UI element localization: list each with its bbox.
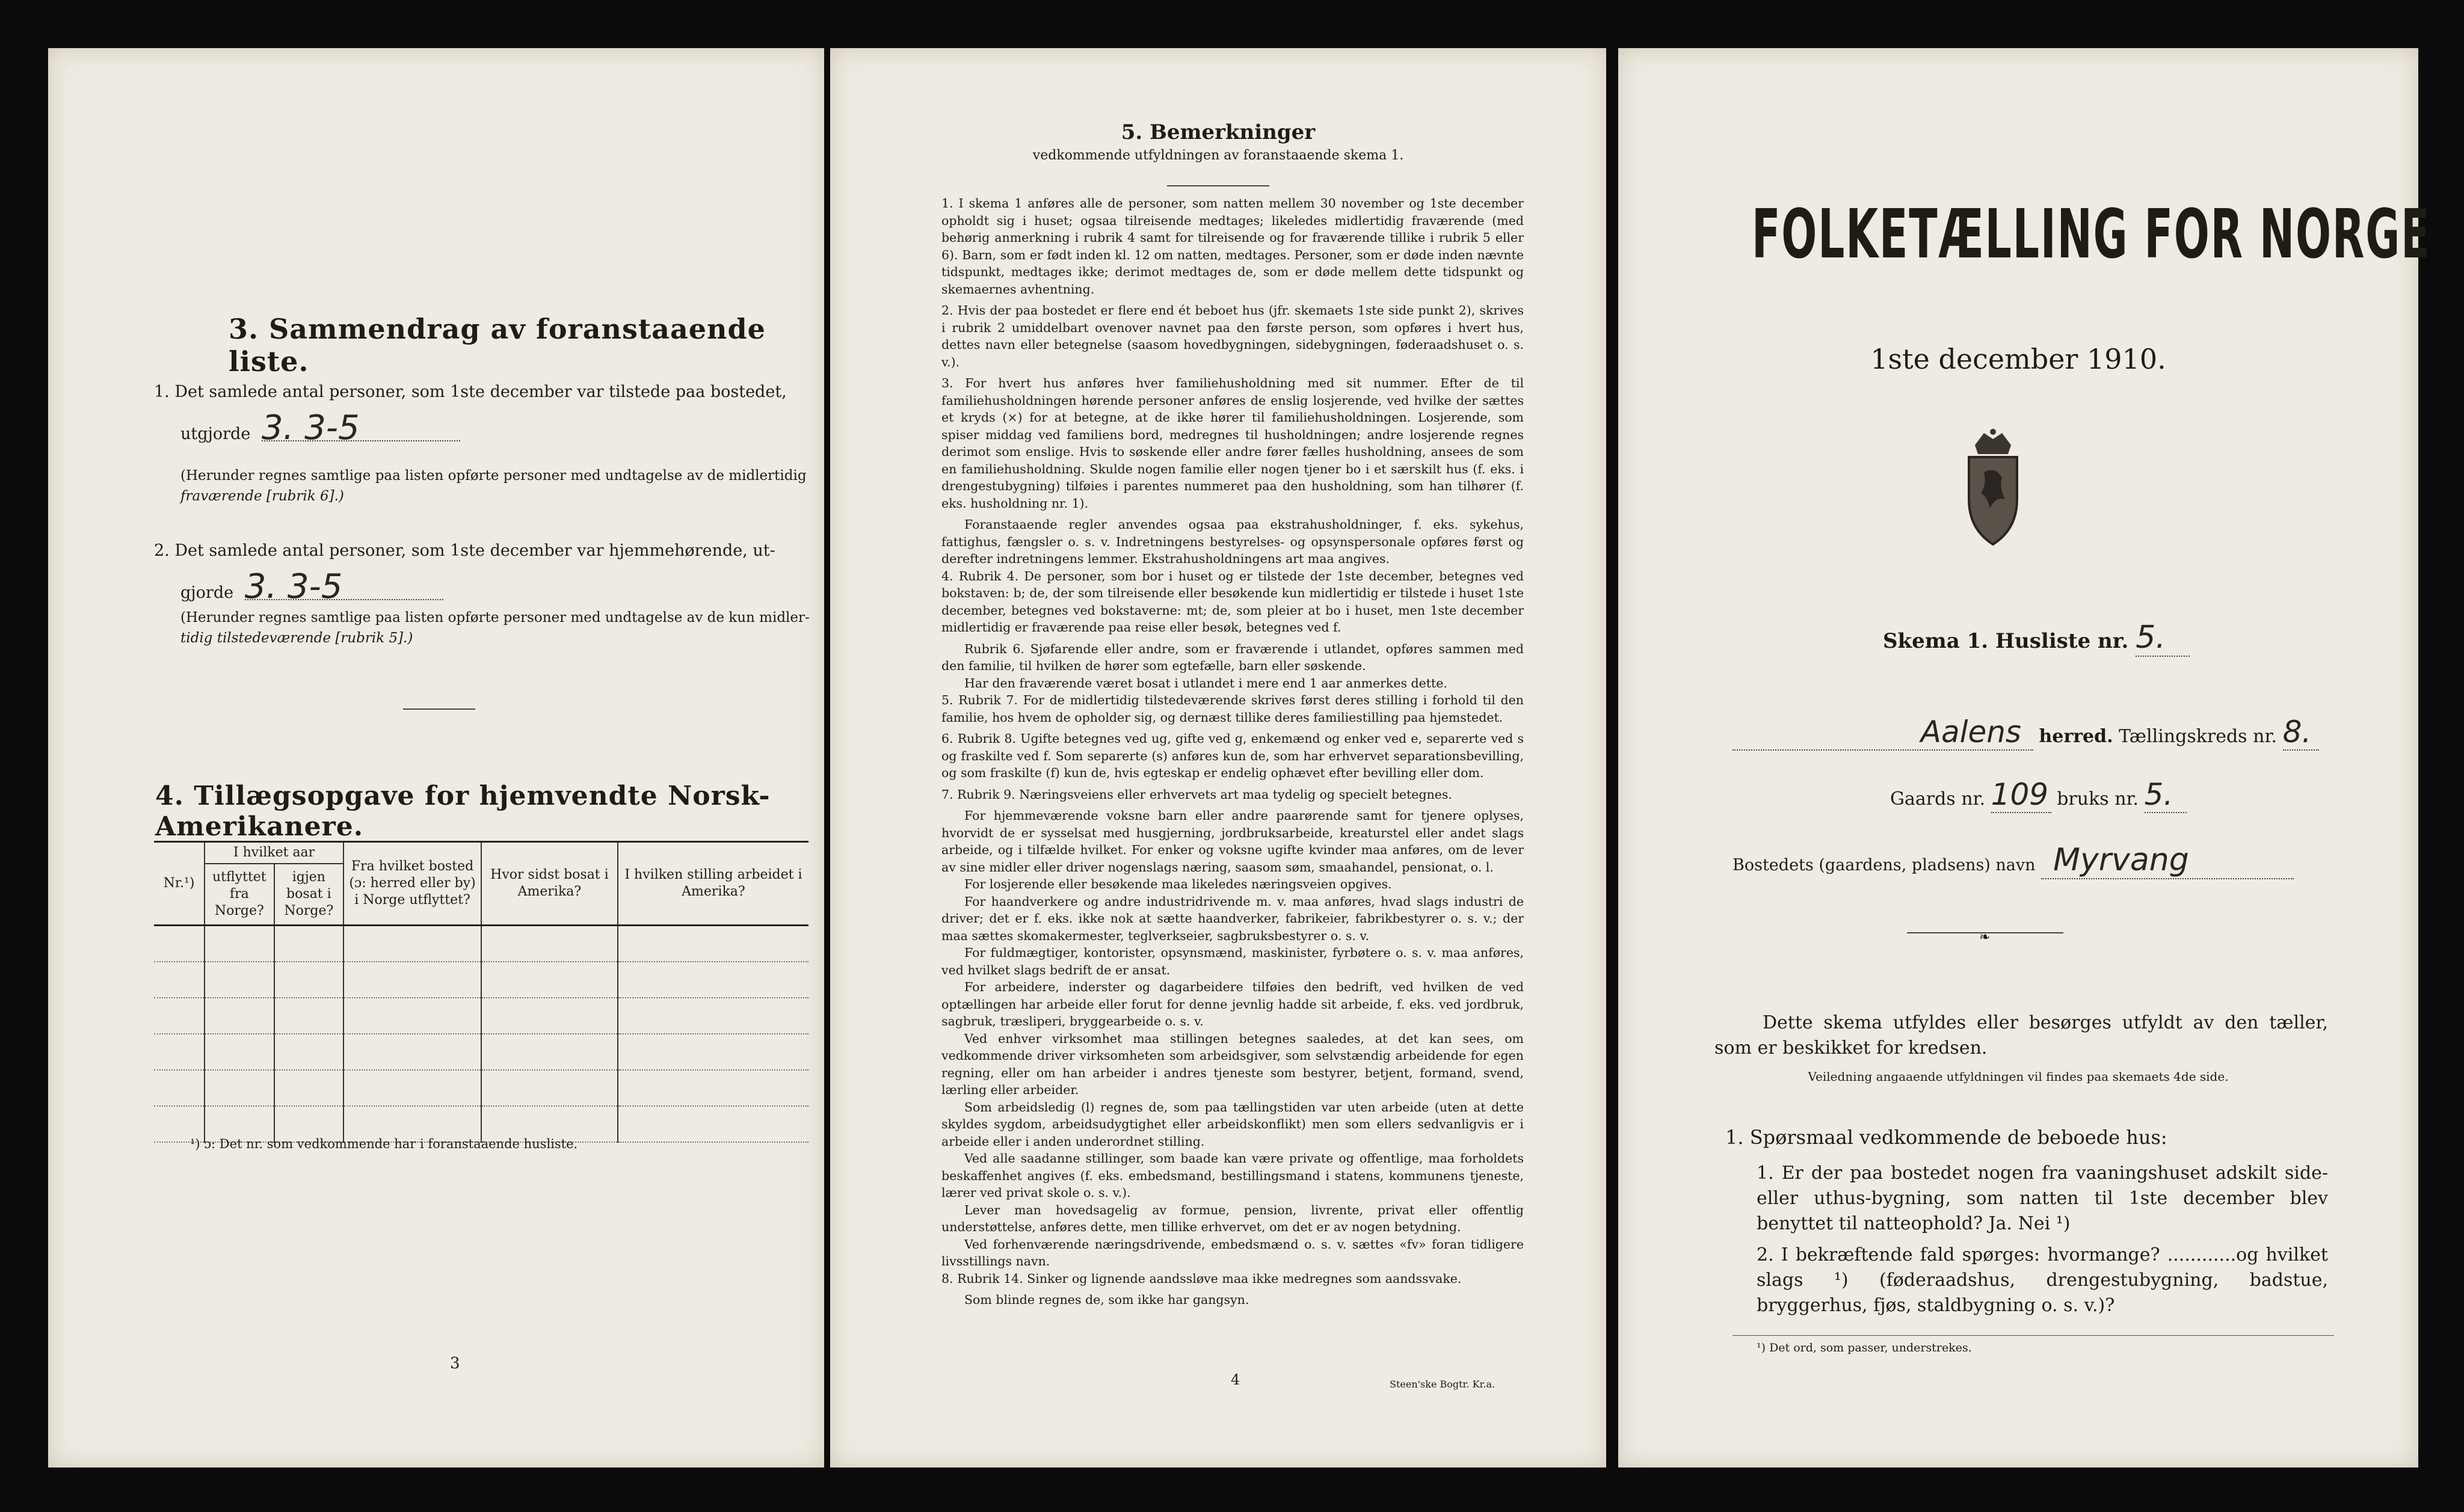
remarks-list (941, 195, 1524, 1309)
table-row (154, 1034, 808, 1070)
remark-paragraph: For arbeidere, inderster og dagarbeidere tilføies den bedrift, ved hvilken de ved optællingen har arbeide eller forut for denne jevnlig hadde sit arbeide, f. eks. ved jordbruk, sagbruk, træsliperi, bryggearbeide o. s. v. (941, 980, 1524, 1028)
schema-value: 5. (2136, 619, 2190, 657)
item-2-value: 3. 3-5 (245, 575, 443, 600)
norsk-amerikanere-table (154, 841, 808, 1143)
instruction-2: Veiledning angaaende utfyldningen vil findes paa skemaets 4de side. (1808, 1069, 2229, 1084)
divider (1732, 1335, 2334, 1336)
remark-paragraph: 5. Rubrik 7. For de midlertidig tilstedeværende skrives først deres stilling i forhold til den familie, hos hvem de opholder sig, og dernæst tillike deres familiestilling paa hjemstedet. (941, 693, 1524, 725)
item-2-text: 2. Det samlede antal personer, som 1ste december var hjemmehørende, ut- (154, 541, 775, 560)
remark-paragraph: 1. I skema 1 anføres alle de personer, som natten mellem 30 november og 1ste december opholdt sig i huset; ogsaa tilreisende medtages; likeledes midlertidig fraværende (med behørig anmerkning i rubrik 4 samt for tilreisende og for fraværende tillike i rubrik 5 eller 6). Barn, som er født inden kl. 12 om natten, medtages. Personer, som er døde inden nævnte tidspunkt, medtages ikke; derimot medtages de, som er døde mellem dette tidspunkt og skemaernes avhentning. (941, 196, 1524, 297)
item-2-answer (180, 567, 443, 606)
schema-label: Skema 1. Husliste nr. (1883, 629, 2129, 653)
remark-paragraph: Ved alle saadanne stillinger, som baade kan være private og offentlige, maa forholdets beskaffenhet angives (f. eks. embedsmand, bestillingsmand i statens, kommunens tjeneste, lærer ved privat skole o. s. v.). (941, 1151, 1524, 1200)
item-1-text: 1. Det samlede antal personer, som 1ste december var tilstede paa bostedet, (154, 383, 787, 401)
header-position: I hvilken stilling arbeidet i Amerika? (618, 842, 808, 926)
item-1-note-line-2: fraværende [rubrik 6].) (180, 488, 344, 504)
remark-paragraph: Har den fraværende været bosat i utlandet i mere end 1 aar anmerkes dette. (964, 675, 1447, 690)
instruction-1: Dette skema utfyldes eller besørges utfyldt av den tæller, som er beskikket for kredsen. (1714, 1012, 2328, 1059)
item-1-label: utgjorde (180, 425, 251, 443)
item-2-note-line-2: tidig tilstedeværende [rubrik 5].) (180, 630, 413, 646)
table-row (154, 1070, 808, 1106)
herred-value: Aalens (1732, 715, 2033, 751)
remark-paragraph: Ved enhver virksomhet maa stillingen betegnes saaledes, at det kan sees, om vedkommende driver virksomheten som arbeidsgiver, som selvstændig arbeidende for egen regning, eller om han arbeider i andres tjeneste som bestyrer, betjent, formand, svend, lærling eller arbeider. (941, 1031, 1524, 1097)
schema-line (1883, 619, 2190, 657)
page-number: 3 (450, 1354, 460, 1372)
table-row (154, 998, 808, 1034)
section-3-title: 3. Sammendrag av foranstaaende liste. (229, 313, 766, 378)
remark-paragraph: 6. Rubrik 8. Ugifte betegnes ved ug, gifte ved g, enkemænd og enker ved e, separerte ved s og fraskilte ved f. Som separerte (s) anføres kun de, som har erhvervet separationsbevilling, og som fraskilte (f) kun de, hvis egteskap er endelig ophævet efter bevilling eller dom. (941, 731, 1524, 780)
gaards-line (1890, 777, 2187, 813)
herred-line (1732, 715, 2358, 751)
header-year-group: I hvilket aar (205, 842, 343, 864)
page-1-footnote: ¹) Det ord, som passer, understrekes. (1757, 1341, 1972, 1354)
table-row (154, 926, 808, 962)
table-footnote: ¹) ɔ: Det nr. som vedkommende har i foranstaaende husliste. (190, 1137, 578, 1151)
header-nr: Nr.¹) (154, 842, 205, 926)
remark-paragraph: Rubrik 6. Sjøfarende eller andre, som er fraværende i utlandet, opføres sammen med den familie, til hvilken de hører som egtefælle, barn eller søskende. (941, 641, 1524, 673)
bosted-value: Myrvang (2041, 842, 2294, 879)
page-number: 4 (1231, 1371, 1240, 1388)
krets-value: 8. (2283, 715, 2319, 751)
question-2: 2. I bekræftende fald spørges: hvormange? ............og hvilket slags ¹) (føderaadshus, drengestubygning, badstue, bryggerhus, fjøs, staldbygning o. s. v.)? (1757, 1244, 2328, 1316)
divider (403, 708, 475, 710)
item-1-note-line-1: (Herunder regnes samtlige paa listen opførte personer med undtagelse av de midlertidig (180, 468, 807, 484)
bosted-label: Bostedets (gaardens, pladsens) navn (1732, 856, 2036, 874)
header-returned: igjen bosat i Norge? (274, 864, 343, 926)
item-2-label: gjorde (180, 583, 234, 602)
remark-paragraph: Som arbeidsledig (l) regnes de, som paa tællingstiden var uten arbeide (uten at dette skyldes sygdom, arbeidsudygtighet eller arbeidskonflikt) men som ellers sedvanligvis er i arbeide eller i anden underordnet stilling. (941, 1099, 1524, 1149)
krets-label: Tællingskreds nr. (2119, 726, 2278, 747)
remark-paragraph: Foranstaaende regler anvendes ogsaa paa ekstrahusholdninger, f. eks. sykehus, fattighus, fængsler o. s. v. Indretningens bestyrelses- og opsynspersonale opføres først og derefter indretningens lemmer. Ekstrahusholdningens art maa angives. (941, 517, 1524, 566)
question-1: 1. Er der paa bostedet nogen fra vaaningshuset adskilt side- eller uthus-bygning, som natten til 1ste december blev benyttet til natteophold? Ja. Nei ¹) (1757, 1163, 2328, 1234)
item-1-value: 3. 3-5 (262, 416, 460, 441)
gaards-value: 109 (1991, 777, 2051, 813)
remark-paragraph: 2. Hvis der paa bostedet er flere end ét beboet hus (jfr. skemaets 1ste side punkt 2), skrives i rubrik 2 umiddelbart ovenover navnet paa den første person, som opføres i hvert hus, dettes navn eller betegnelse (saasom hovedbygningen, sidebygningen, føderaadshuset o. s. v.). (941, 303, 1524, 369)
section-4-title: 4. Tillægsopgave for hjemvendte Norsk-Amerikanere. (155, 781, 771, 842)
remark-paragraph: For haandverkere og andre industridrivende m. v. maa anføres, hvad slags industri de driver; det er f. eks. ikke nok at sætte haandverker, fabrikeier, fabrikbestyrer o. s. v.; der maa sættes skomakermester, teglverkseier, sagbruksbestyrer o. s. v. (941, 894, 1524, 943)
remark-paragraph: 8. Rubrik 14. Sinker og lignende aandssløve maa ikke medregnes som aandssvake. (941, 1271, 1462, 1286)
ornament-icon: ❧ (1979, 930, 1991, 945)
item-1-note (180, 466, 812, 506)
remark-paragraph: Lever man hovedsagelig av formue, pension, livrente, privat eller offentlig understøttelse, anføres dette, men tillike erhvervet, om det er av nogen betydning. (941, 1202, 1524, 1234)
remark-paragraph: For losjerende eller besøkende maa likeledes næringsveien opgives. (964, 877, 1392, 891)
remark-paragraph: For hjemmeværende voksne barn eller andre paarørende samt for tjenere oplyses, hvorvidt de er sysselsat med husgjerning, jordbruksarbeide, kreaturstel eller andet slags arbeide, og i tilfælde hvilket. For enker og voksne ugifte kvinder maa anføres, om de lever av sine midler eller driver nogenslags næring, saasom søm, smaahandel, pensionat, o. l. (941, 808, 1524, 874)
remark-paragraph: 4. Rubrik 4. De personer, som bor i huset og er tilstede der 1ste december, betegnes ved bokstaven: b; de, der som tilreisende eller besøkende kun midlertidig er tilstede i huset 1ste december, betegnes ved bokstaverne: mt; de, som pleier at bo i huset, men 1ste december midlertidig er fraværende paa reise eller besøk, betegnes ved f. (941, 568, 1524, 635)
remark-paragraph: 3. For hvert hus anføres hver familiehusholdning med sit nummer. Efter de til familiehusholdningen hørende personer anføres de enslig losjerende, ved hvilke der sættes et kryds (×) for at betegne, at de ikke hører til familiehusholdningen. Losjerende, som spiser middag ved familiens bord, medregnes til husholdningen; andre losjerende regnes derimot som enslige. Hvis to søskende eller andre fører fælles husholdning, ansees de som en familiehusholdning. Skulde nogen familie eller nogen tjener bo i et særskilt hus (f. eks. i drengestubygning) tilføies i parentes nummeret paa den husholdning, som han tilhører (f. eks. husholdning nr. 1). (941, 376, 1524, 511)
form-title: FOLKETÆLLING FOR NORGE (1752, 195, 2431, 274)
remark-paragraph: Som blinde regnes de, som ikke har gangsyn. (964, 1292, 1249, 1307)
herred-label: herred. (2039, 726, 2113, 747)
remark-paragraph: Ved forhenværende næringsdrivende, embedsmænd o. s. v. sættes «fv» foran tidligere livsstillings navn. (941, 1237, 1524, 1268)
header-last-residence: Hvor sidst bosat i Amerika? (481, 842, 618, 926)
item-2-note (180, 607, 812, 648)
gaards-label: Gaards nr. (1890, 788, 1986, 810)
coat-of-arms-icon (1951, 427, 2035, 547)
divider (1167, 185, 1269, 186)
remark-paragraph: For fuldmægtiger, kontorister, opsynsmænd, maskinister, fyrbøtere o. s. v. maa anføres, ved hvilket slags bedrift de er ansat. (941, 945, 1524, 977)
bruks-value: 5. (2145, 777, 2187, 813)
bruks-label: bruks nr. (2057, 788, 2139, 810)
header-emigrated: utflyttet fra Norge? (205, 864, 274, 926)
page-3 (48, 48, 824, 1467)
table-row (154, 962, 808, 998)
page-1 (1618, 48, 2431, 1467)
page-4 (830, 48, 1606, 1467)
questions-title: 1. Spørsmaal vedkommende de beboede hus: (1725, 1126, 2167, 1149)
bosted-line (1732, 842, 2294, 879)
item-2-note-line-1: (Herunder regnes samtlige paa listen opførte personer med undtagelse av de kun midler- (180, 610, 810, 625)
remarks-header (830, 120, 1606, 163)
printer-mark: Steen'ske Bogtr. Kr.a. (1390, 1378, 1495, 1390)
remarks-subtitle: vedkommende utfyldningen av foranstaaende skema 1. (1032, 148, 1404, 163)
remarks-title: 5. Bemerkninger (1121, 120, 1316, 144)
census-date: 1ste december 1910. (1870, 343, 2166, 375)
remark-paragraph: 7. Rubrik 9. Næringsveiens eller erhvervets art maa tydelig og specielt betegnes. (941, 787, 1452, 802)
item-1-answer (180, 408, 460, 447)
header-from-where: Fra hvilket bosted (ɔ: herred eller by) i Norge utflyttet? (343, 842, 481, 926)
